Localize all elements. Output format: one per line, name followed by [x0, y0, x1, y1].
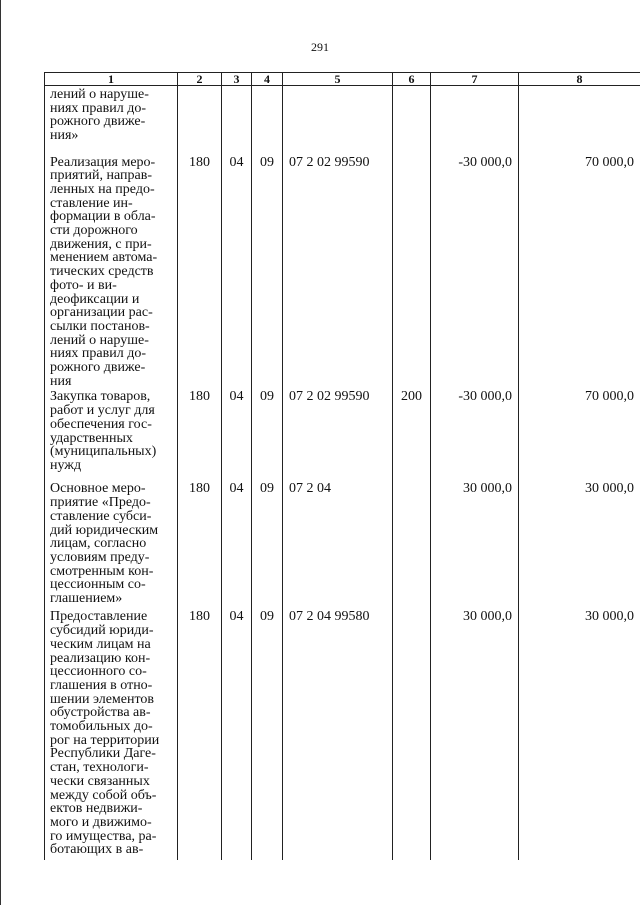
row-cell-5 [283, 86, 393, 154]
row-cell-7: -30 000,0 [431, 154, 519, 389]
table-row [45, 608, 640, 860]
row-cell-3: 04 [222, 388, 252, 480]
row-name-cell [45, 480, 178, 608]
row-cell-4: 09 [252, 388, 283, 480]
row-cell-2: 180 [178, 480, 222, 608]
row-name: лений о наруше- ниях правил до- рожного движе- ния» [50, 87, 149, 144]
row-cell-5: 07 2 04 [283, 480, 393, 608]
row-cell-6 [393, 86, 431, 154]
row-cell-7 [431, 86, 519, 154]
page-number: 291 [311, 40, 329, 54]
row-cell-4 [252, 86, 283, 154]
row-name-cell [45, 154, 178, 389]
row-cell-8: 70 000,0 [519, 154, 640, 389]
table-row [45, 480, 640, 608]
row-cell-2: 180 [178, 388, 222, 480]
column-header-3: 3 [222, 73, 252, 86]
table-row [45, 86, 640, 154]
row-cell-6 [393, 608, 431, 860]
row-name: Закупка товаров, работ и услуг для обеспечения гос- ударственных (муниципальных) нужд [50, 389, 157, 473]
column-header-1: 1 [45, 73, 178, 86]
row-cell-3 [222, 86, 252, 154]
row-cell-6 [393, 480, 431, 608]
budget-table [44, 72, 640, 860]
column-header-8: 8 [519, 73, 640, 86]
row-cell-6: 200 [393, 388, 431, 480]
row-name: Основное меро- приятие «Предо- ставление субси- дий юридическим лицам, согласно условиям преду- смотренным кон- цессионным со- глашением» [50, 481, 159, 607]
column-header-6: 6 [393, 73, 431, 86]
row-cell-3: 04 [222, 608, 252, 860]
row-cell-8: 30 000,0 [519, 608, 640, 860]
row-cell-5: 07 2 04 99580 [283, 608, 393, 860]
row-cell-3: 04 [222, 480, 252, 608]
row-cell-7: 30 000,0 [431, 480, 519, 608]
table-header-row [45, 73, 640, 86]
row-cell-2: 180 [178, 154, 222, 389]
row-cell-8: 70 000,0 [519, 388, 640, 480]
row-cell-5: 07 2 02 99590 [283, 154, 393, 389]
row-cell-4: 09 [252, 154, 283, 389]
row-name-cell [45, 388, 178, 480]
table-row [45, 154, 640, 389]
row-cell-8 [519, 86, 640, 154]
row-cell-4: 09 [252, 480, 283, 608]
row-cell-2: 180 [178, 608, 222, 860]
row-name: Предоставление субсидий юриди- ческим лицам на реализацию кон- цессионного со- глашения в отно- шении элементов обустройства ав- томобильных до- рог на территории Республики Даге- стан, технологи- чески связанных между собой объ- ектов недвижи- мого и движимо- го имущества, ра- ботающих в ав- [50, 609, 160, 858]
page-left-edge [0, 0, 1, 905]
row-cell-2 [178, 86, 222, 154]
row-cell-3: 04 [222, 154, 252, 389]
row-cell-8: 30 000,0 [519, 480, 640, 608]
column-header-2: 2 [178, 73, 222, 86]
row-name-cell [45, 86, 178, 154]
row-cell-5: 07 2 02 99590 [283, 388, 393, 480]
column-header-5: 5 [283, 73, 393, 86]
table-row [45, 388, 640, 480]
column-header-4: 4 [252, 73, 283, 86]
row-name-cell [45, 608, 178, 860]
row-cell-7: -30 000,0 [431, 388, 519, 480]
column-header-7: 7 [431, 73, 519, 86]
row-name: Реализация меро- приятий, направ- ленных на предо- ставление ин- формации в обла- сти дорожного движения, с при- менением автома- тических средств фото- и ви- деофиксации и организации рас- сылки постанов- лений о наруше- ниях правил до- рожного движе- ния [50, 154, 158, 389]
row-cell-6 [393, 154, 431, 389]
row-cell-7: 30 000,0 [431, 608, 519, 860]
row-cell-4: 09 [252, 608, 283, 860]
